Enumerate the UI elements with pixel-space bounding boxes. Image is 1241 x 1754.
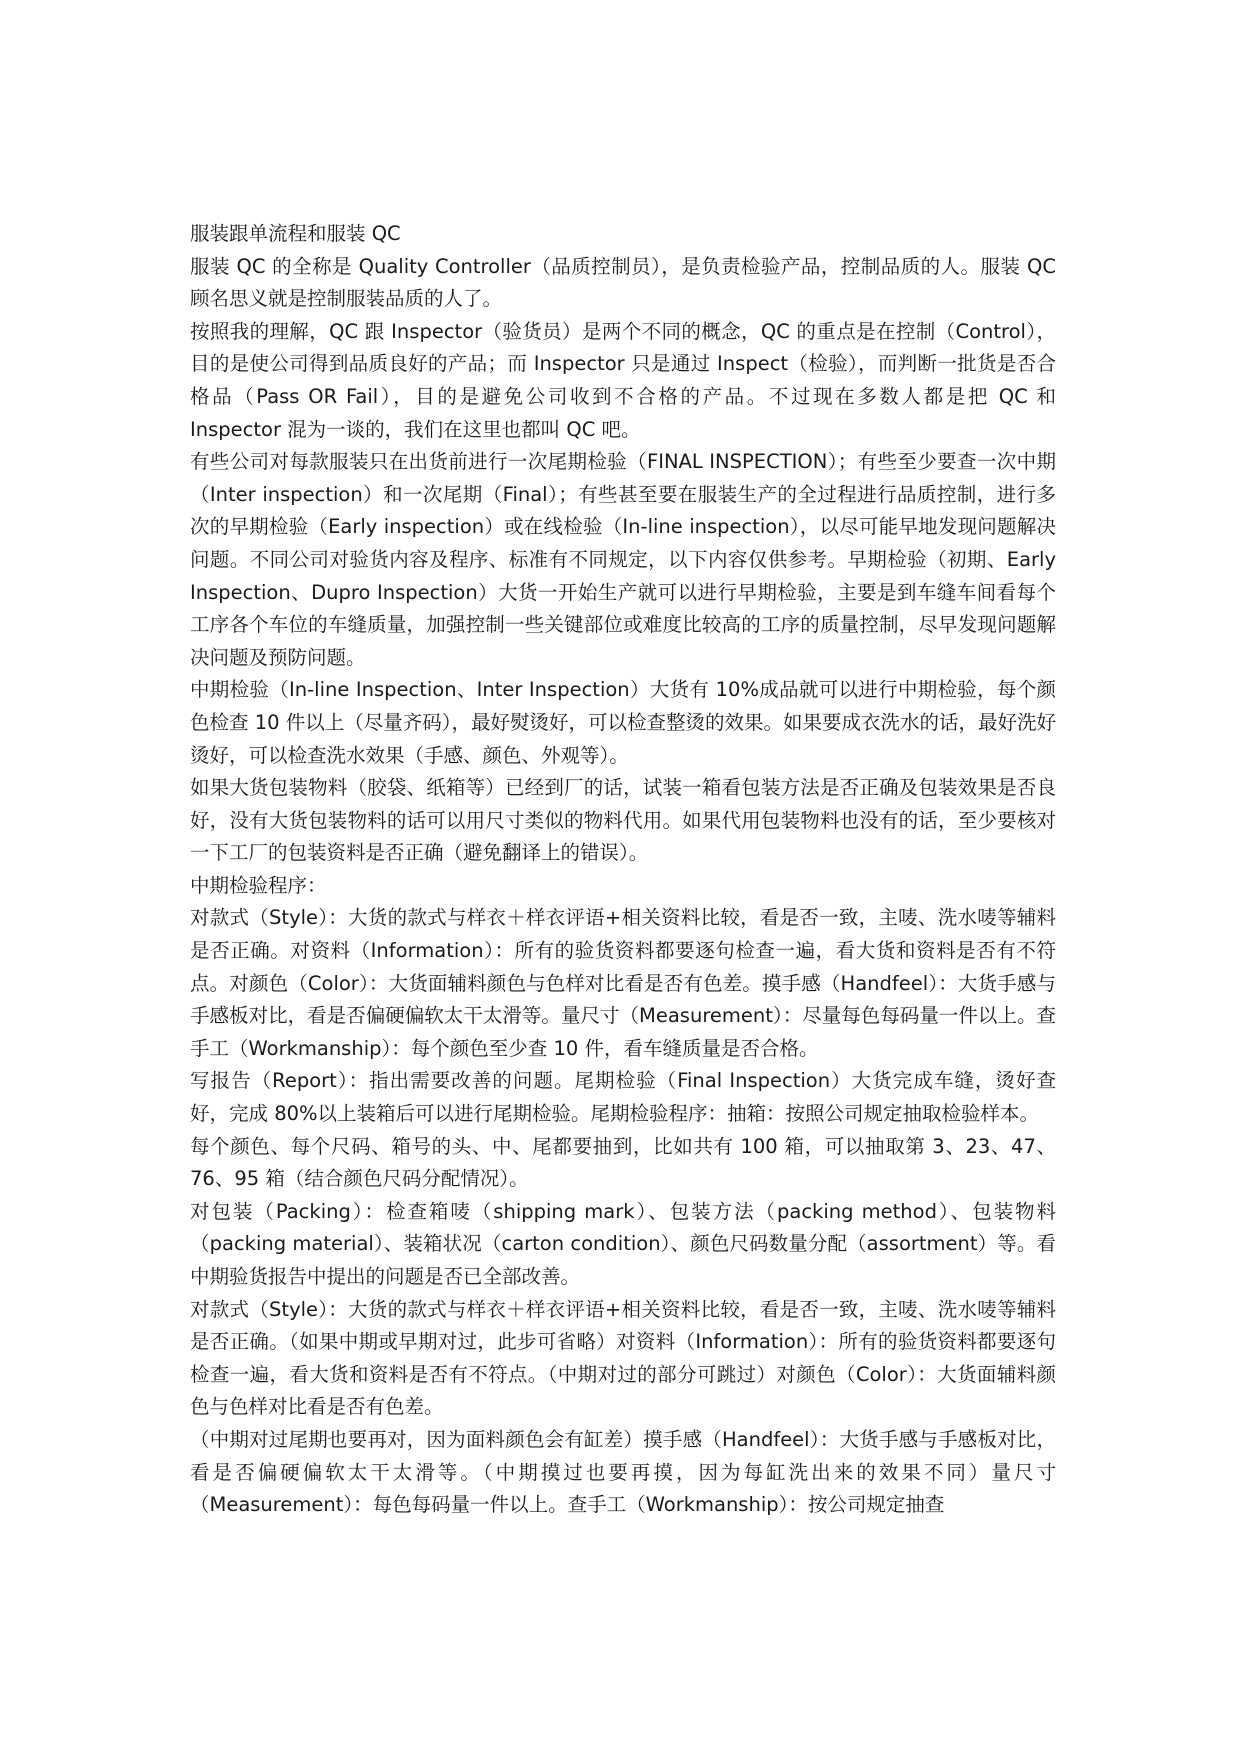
paragraph-inline-inspection: 中期检验（In-line Inspection、Inter Inspection）大货有 10%成品就可以进行中期检验，每个颜色检查 10 件以上（尽量齐码），最好熨烫好，可以检查整烫的效果。如果要成衣洗水的话，最好洗好烫好，可以检查洗水效果（手感、颜色、外观等）。 — [190, 678, 1056, 767]
paragraph-early-inspection: 有些公司对每款服装只在出货前进行一次尾期检验（FINAL INSPECTION）；有些至少要查一次中期（Inter inspection）和一次尾期（Final）；有些甚至要在服装生产的全过程进行品质控制，进行多次的早期检验（Early inspection）或在线检验（In-line inspection），以尽可能早地发现问题解决问题。不同公司对验货内容及程序、标准有不同规定，以下内容仅供参考。早期检验（初期、Early Inspection、Dupro Inspection）大货一开始生产就可以进行早期检验，主要是到车缝车间看每个工序各个车位的车缝质量，加强控制一些关键部位或难度比较高的工序的质量控制，尽早发现问题解决问题及预防问题。 — [190, 450, 1056, 669]
paragraph-final-handfeel-measurement: （中期对过尾期也要再对，因为面料颜色会有缸差）摸手感（Handfeel）：大货手感与手感板对比，看是否偏硬偏软太干太滑等。（中期摸过也要再摸，因为每缸洗出来的效果不同）量尺寸（Measurement）：每色每码量一件以上。查手工（Workmanship）：按公司规定抽查 — [190, 1427, 1056, 1517]
paragraph-report-final-inspection: 写报告（Report）：指出需要改善的问题。尾期检验（Final Inspection）大货完成车缝，烫好查好，完成 80%以上装箱后可以进行尾期检验。尾期检验程序：抽箱：按照公司规定抽取检验样本。 — [190, 1069, 1056, 1126]
paragraph-qc-definition: 服装 QC 的全称是 Quality Controller（品质控制员），是负责检验产品，控制品质的人。服装 QC 顾名思义就是控制服装品质的人了。 — [190, 254, 1056, 311]
paragraph-carton-sampling: 每个颜色、每个尺码、箱号的头、中、尾都要抽到，比如共有 100 箱，可以抽取第 3、23、47、76、95 箱（结合颜色尺码分配情况）。 — [190, 1134, 1056, 1191]
paragraph-inline-procedure: 对款式（Style）：大货的款式与样衣＋样衣评语+相关资料比较，看是否一致，主唛、洗水唛等辅料是否正确。对资料（Information）：所有的验货资料都要逐句检查一遍，看大货和资料是否有不符点。对颜色（Color）：大货面辅料颜色与色样对比看是否有色差。摸手感（Handfeel）：大货手感与手感板对比，看是否偏硬偏软太干太滑等。量尺寸（Measurement）：尽量每色每码量一件以上。查手工（Workmanship）：每个颜色至少查 10 件，看车缝质量是否合格。 — [190, 906, 1056, 1060]
paragraph-final-style-check: 对款式（Style）：大货的款式与样衣＋样衣评语+相关资料比较，看是否一致，主唛、洗水唛等辅料是否正确。（如果中期或早期对过，此步可省略）对资料（Information）：所有的验货资料都要逐句检查一遍，看大货和资料是否有不符点。（中期对过的部分可跳过）对颜色（Color）：大货面辅料颜色与色样对比看是否有色差。 — [190, 1297, 1056, 1419]
paragraph-qc-vs-inspector: 按照我的理解，QC 跟 Inspector（验货员）是两个不同的概念，QC 的重点是在控制（Control），目的是使公司得到品质良好的产品；而 Inspector 只是通过 Inspect（检验），而判断一批货是否合格品（Pass OR Fail），目的是避免公司收到不合格的产品。不过现在多数人都是把 QC 和 Inspector 混为一谈的，我们在这里也都叫 QC 吧。 — [190, 319, 1056, 441]
paragraph-packing-materials: 如果大货包装物料（胶袋、纸箱等）已经到厂的话，试装一箱看包装方法是否正确及包装效果是否良好，没有大货包装物料的话可以用尺寸类似的物料代用。如果代用包装物料也没有的话，至少要核对一下工厂的包装资料是否正确（避免翻译上的错误）。 — [190, 776, 1056, 865]
paragraph-packing-check: 对包装（Packing）：检查箱唛（shipping mark）、包装方法（packing method）、包装物料（packing material）、装箱状况（carton condition）、颜色尺码数量分配（assortment）等。看中期验货报告中提出的问题是否已全部改善。 — [190, 1199, 1056, 1288]
paragraph-inline-procedure-heading: 中期检验程序： — [190, 873, 327, 897]
document-title: 服装跟单流程和服装 QC — [190, 222, 401, 245]
document-page — [190, 218, 1056, 1522]
